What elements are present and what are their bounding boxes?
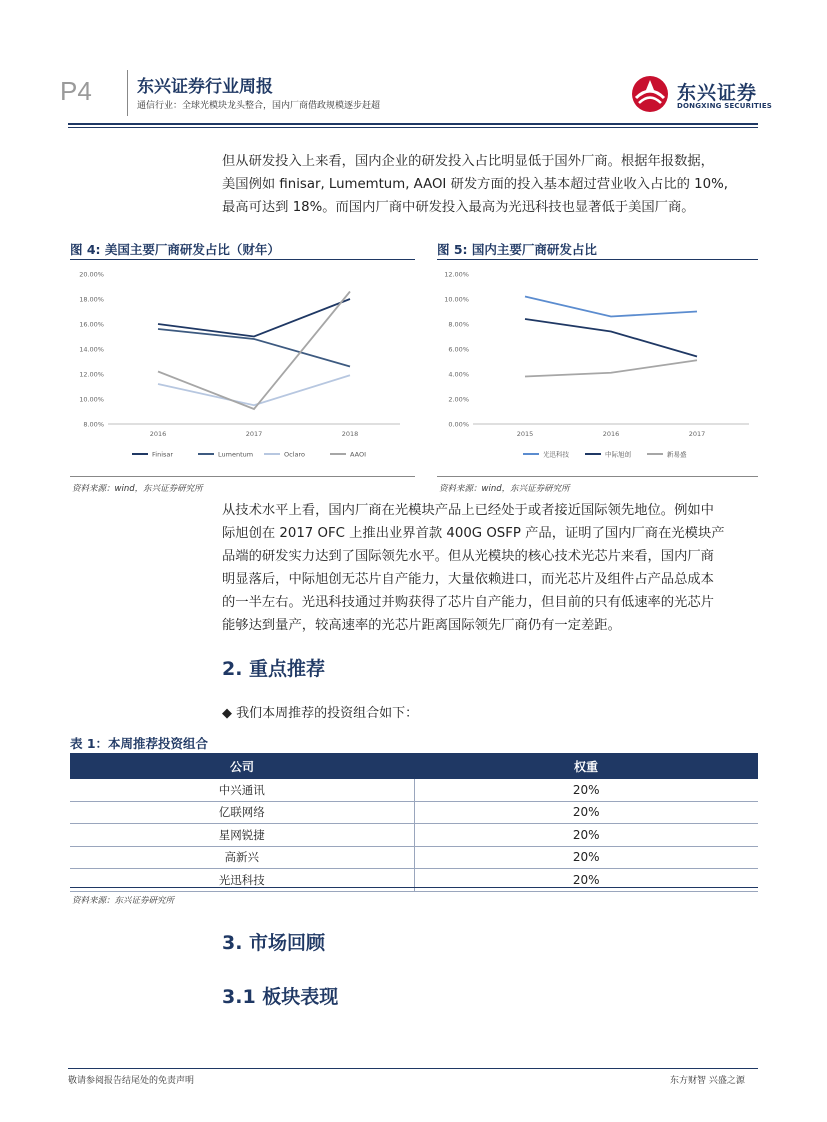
y-tick-label: 8.00% bbox=[83, 420, 104, 429]
table-cell-company: 光迅科技 bbox=[70, 869, 414, 892]
table-header-row bbox=[70, 753, 758, 779]
legend-label: Finisar bbox=[152, 450, 174, 459]
figure4-bottom-rule bbox=[70, 476, 415, 477]
legend-label: Oclaro bbox=[284, 450, 305, 459]
series-line-2 bbox=[158, 375, 350, 405]
figure4-title: 图 4: 美国主要厂商研发占比（财年） bbox=[70, 242, 280, 257]
table-header-weight: 权重 bbox=[414, 753, 758, 779]
y-tick-label: 10.00% bbox=[79, 395, 104, 404]
table-row bbox=[70, 801, 758, 824]
chart-us-rd-ratio bbox=[70, 262, 415, 474]
series-line-0 bbox=[525, 297, 697, 317]
portfolio-table bbox=[70, 753, 758, 892]
x-tick-label: 2015 bbox=[516, 430, 534, 438]
series-line-1 bbox=[158, 329, 350, 367]
figure5-title: 图 5: 国内主要厂商研发占比 bbox=[437, 242, 597, 257]
logo-en: DONGXING SECURITIES bbox=[677, 102, 773, 110]
text-line: 品端的研发实力达到了国际领先水平。但从光模块的核心技术光芯片来看，国内厂商 bbox=[222, 549, 714, 564]
report-subtitle: 通信行业：全球光模块龙头整合，国内厂商借政规模逐步赶超 bbox=[137, 101, 381, 111]
table-cell-weight: 20% bbox=[414, 869, 758, 892]
x-tick-label: 2016 bbox=[602, 430, 620, 438]
text-line: 但从研发投入上来看，国内企业的研发投入占比明显低于国外厂商。根据年报数据， bbox=[222, 154, 714, 169]
table-cell-company: 亿联网络 bbox=[70, 801, 414, 824]
footer-rule bbox=[68, 1068, 758, 1069]
y-tick-label: 16.00% bbox=[79, 320, 104, 329]
legend-label: 新易盛 bbox=[667, 450, 687, 459]
table-header-company: 公司 bbox=[70, 753, 414, 779]
y-tick-label: 20.00% bbox=[79, 270, 104, 279]
section2-heading: 2. 重点推荐 bbox=[222, 658, 326, 680]
x-tick-label: 2017 bbox=[245, 430, 263, 438]
text-line: 明显落后，中际旭创无芯片自产能力，大量依赖进口，而光芯片及组件占产品总成本 bbox=[222, 572, 714, 587]
table-bottom-rule bbox=[70, 887, 758, 888]
figure5-bottom-rule bbox=[437, 476, 758, 477]
table-cell-company: 中兴通讯 bbox=[70, 779, 414, 801]
figure4-source: 资料来源：wind，东兴证券研究所 bbox=[72, 484, 203, 494]
x-tick-label: 2018 bbox=[341, 430, 359, 438]
series-line-3 bbox=[158, 292, 350, 410]
x-tick-label: 2017 bbox=[688, 430, 706, 438]
section3-1-heading: 3.1 板块表现 bbox=[222, 986, 339, 1008]
text-line: 能够达到量产，较高速率的光芯片距离国际领先厂商仍有一定差距。 bbox=[222, 618, 621, 633]
y-tick-label: 0.00% bbox=[448, 420, 469, 429]
table-row bbox=[70, 824, 758, 847]
text-line: 从技术水平上看，国内厂商在光模块产品上已经处于或者接近国际领先地位。例如中 bbox=[222, 503, 714, 518]
text-line: 的一半左右。光迅科技通过并购获得了芯片自产能力，但目前的只有低速率的光芯片 bbox=[222, 595, 714, 610]
text-line: 最高可达到 18%。而国内厂商中研发投入最高为光迅科技也显著低于美国厂商。 bbox=[222, 200, 695, 215]
y-tick-label: 10.00% bbox=[444, 295, 469, 304]
series-line-2 bbox=[525, 360, 697, 376]
table1-source: 资料来源：东兴证券研究所 bbox=[72, 896, 175, 906]
paragraph-tech-level bbox=[222, 499, 762, 637]
table-cell-company: 星网锐捷 bbox=[70, 824, 414, 847]
figure5-title-rule bbox=[437, 259, 758, 260]
legend-label: Lumentum bbox=[218, 450, 254, 459]
text-line: 际旭创在 2017 OFC 上推出业界首款 400G OSFP 产品，证明了国内厂商在光模块产 bbox=[222, 526, 725, 541]
footer-disclaimer: 敬请参阅报告结尾处的免责声明 bbox=[68, 1076, 195, 1086]
section3-heading: 3. 市场回顾 bbox=[222, 932, 326, 954]
y-tick-label: 6.00% bbox=[448, 345, 469, 354]
dongxing-logo-icon bbox=[630, 74, 674, 114]
x-tick-label: 2016 bbox=[149, 430, 167, 438]
legend-label: 光迅科技 bbox=[543, 450, 569, 459]
table-cell-weight: 20% bbox=[414, 779, 758, 801]
y-tick-label: 18.00% bbox=[79, 295, 104, 304]
header-rule-thin bbox=[68, 127, 758, 128]
figure5-source: 资料来源：wind，东兴证券研究所 bbox=[439, 484, 570, 494]
y-tick-label: 12.00% bbox=[444, 270, 469, 279]
y-tick-label: 8.00% bbox=[448, 320, 469, 329]
report-title: 东兴证券行业周报 bbox=[137, 77, 273, 97]
y-tick-label: 12.00% bbox=[79, 370, 104, 379]
table-row bbox=[70, 779, 758, 801]
logo-name: 东兴证券 bbox=[677, 82, 758, 104]
chart-cn-rd-ratio bbox=[437, 262, 758, 474]
table-cell-weight: 20% bbox=[414, 846, 758, 869]
y-tick-label: 2.00% bbox=[448, 395, 469, 404]
page-number: P4 bbox=[60, 76, 92, 106]
table-cell-company: 高新兴 bbox=[70, 846, 414, 869]
y-tick-label: 4.00% bbox=[448, 370, 469, 379]
series-line-1 bbox=[525, 319, 697, 357]
figure4-title-rule bbox=[70, 259, 415, 260]
table-cell-weight: 20% bbox=[414, 801, 758, 824]
header-rule bbox=[68, 123, 758, 125]
footer-slogan: 东方财智 兴盛之源 bbox=[670, 1076, 745, 1086]
section2-bullet: ◆ 我们本周推荐的投资组合如下： bbox=[222, 706, 419, 721]
text-line: 美国例如 finisar, Lumemtum, AAOI 研发方面的投入基本超过营业收入占比的 10%, bbox=[222, 177, 728, 192]
paragraph-rd-investment bbox=[222, 150, 762, 219]
header-divider bbox=[127, 70, 128, 116]
y-tick-label: 14.00% bbox=[79, 345, 104, 354]
legend-label: AAOI bbox=[350, 450, 366, 459]
table1-title: 表 1：本周推荐投资组合 bbox=[70, 736, 209, 751]
table-row bbox=[70, 846, 758, 869]
series-line-0 bbox=[158, 299, 350, 337]
table-cell-weight: 20% bbox=[414, 824, 758, 847]
legend-label: 中际旭创 bbox=[605, 450, 631, 459]
